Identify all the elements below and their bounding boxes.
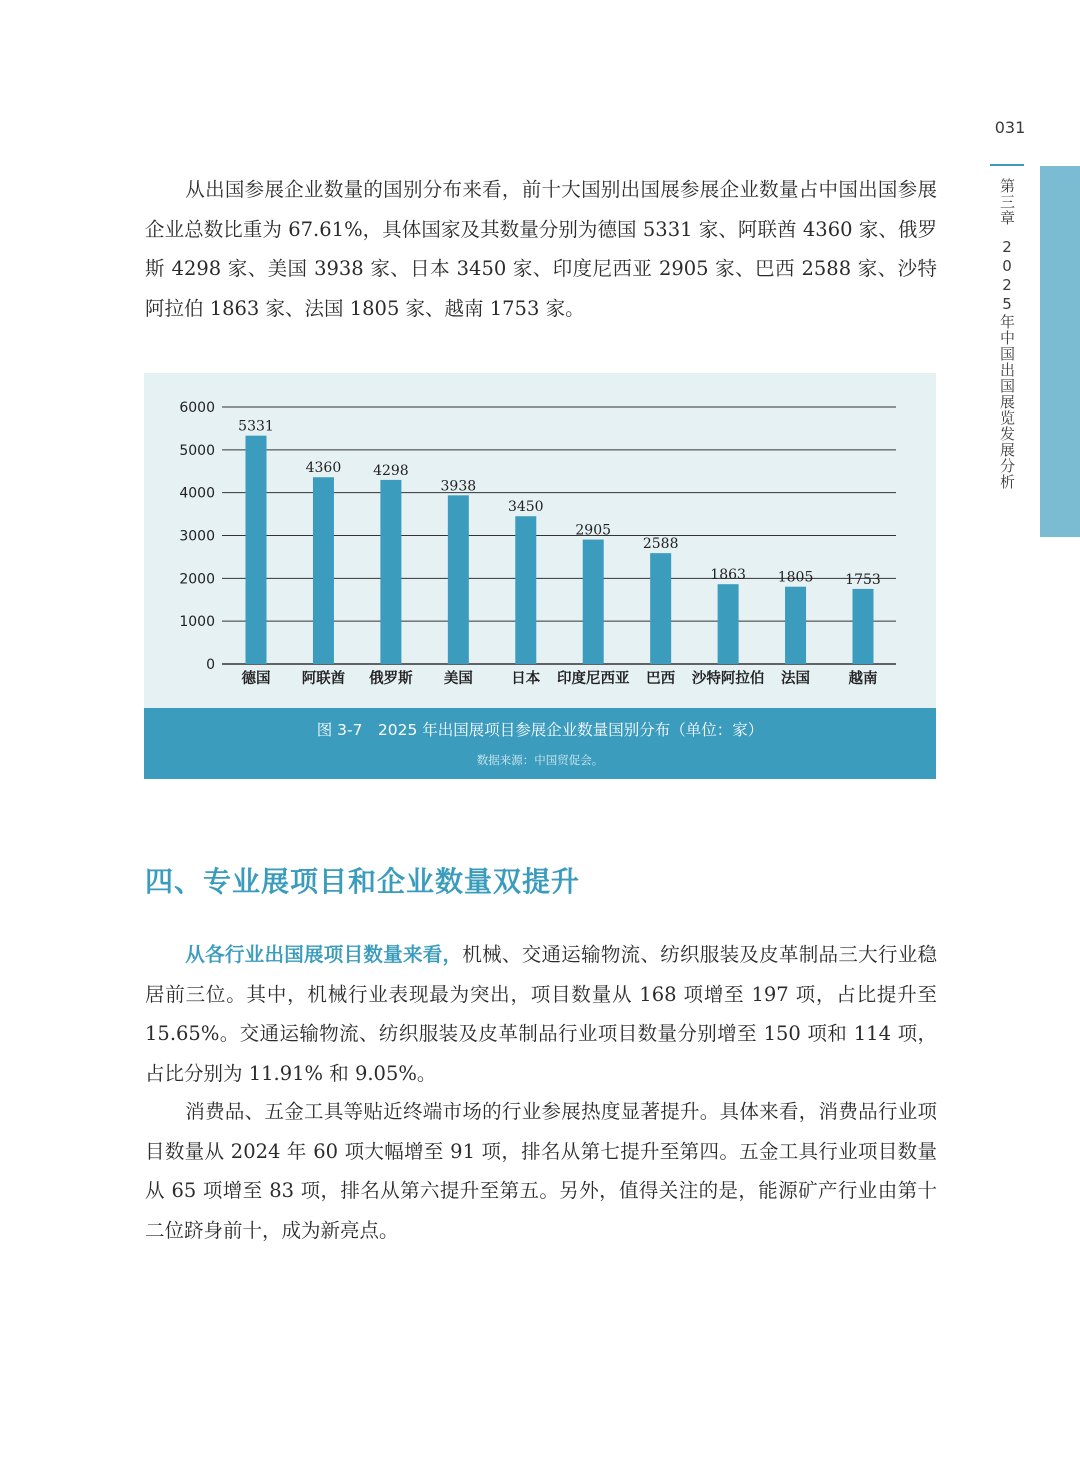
x-tick-label: 俄罗斯 xyxy=(369,670,413,687)
y-tick-label: 2000 xyxy=(179,571,215,588)
data-label: 2588 xyxy=(642,536,679,553)
bar xyxy=(448,495,469,664)
section-heading: 四、专业展项目和企业数量双提升 xyxy=(145,865,581,898)
bar xyxy=(380,480,401,664)
x-tick-label: 德国 xyxy=(241,670,271,687)
figure-caption-band xyxy=(144,708,936,779)
bar xyxy=(785,587,806,664)
data-label: 3938 xyxy=(440,478,477,495)
figure-3-7 xyxy=(144,373,936,779)
bar xyxy=(313,477,334,664)
data-label: 3450 xyxy=(507,499,544,516)
page-number: 031 xyxy=(994,118,1026,137)
bar xyxy=(246,436,267,664)
y-tick-label: 1000 xyxy=(179,614,215,631)
side-color-band xyxy=(1040,166,1080,537)
bar xyxy=(650,553,671,664)
bar xyxy=(718,584,739,664)
chapter-running-head xyxy=(994,178,1020,490)
section-paragraph-2 xyxy=(145,1092,937,1250)
paragraph-lead: 从各行业出国展项目数量来看， xyxy=(185,943,463,966)
figure-source: 数据来源：中国贸促会。 xyxy=(476,753,604,767)
y-tick-label: 5000 xyxy=(179,442,215,459)
data-label: 1863 xyxy=(710,567,746,584)
intro-text: 从出国参展企业数量的国别分布来看，前十大国别出国展参展企业数量占中国出国参展企业总数比重为 67.61%，具体国家及其数量分别为德国 5331 家、阿联酋 4360 家、俄罗斯 4298 家、美国 3938 家、日本 3450 家、印度尼西亚 2905 家、巴西 2588 家、沙特阿拉伯 1863 家、法国 1805 家、越南 1753 家。 xyxy=(145,178,937,320)
bar-chart xyxy=(144,373,936,708)
paragraph-1-body: 机械、交通运输物流、纺织服装及皮革制品三大行业稳居前三位。其中，机械行业表现最为突出，项目数量从 168 项增至 197 项，占比提升至 15.65%。交通运输物流、纺织服装及皮革制品行业项目数量分别增至 150 项和 114 项，占比分别为 11.91% 和 9.05%。 xyxy=(145,943,937,1085)
bar xyxy=(515,516,536,664)
x-tick-label: 巴西 xyxy=(646,670,676,687)
bar xyxy=(853,589,874,664)
y-tick-label: 0 xyxy=(206,657,215,673)
x-tick-label: 印度尼西亚 xyxy=(556,670,630,687)
data-label: 4298 xyxy=(373,462,409,479)
x-tick-label: 日本 xyxy=(511,670,541,687)
y-tick-label: 6000 xyxy=(179,400,215,416)
bar xyxy=(583,540,604,664)
figure-caption: 图 3-7 2025 年出国展项目参展企业数量国别分布（单位：家） xyxy=(316,721,764,739)
chapter-title: 2025年中国出国展览发展分析 xyxy=(998,238,1016,490)
data-label: 5331 xyxy=(238,418,274,435)
x-tick-label: 美国 xyxy=(443,670,473,687)
y-tick-label: 4000 xyxy=(179,485,215,502)
x-tick-label: 法国 xyxy=(781,670,811,687)
y-tick-label: 3000 xyxy=(179,528,215,545)
side-rule xyxy=(990,164,1024,166)
paragraph-2-text: 消费品、五金工具等贴近终端市场的行业参展热度显著提升。具体来看，消费品行业项目数量从 2024 年 60 项大幅增至 91 项，排名从第七提升至第四。五金工具行业项目数量从 65 项增至 83 项，排名从第六提升至第五。另外，值得关注的是，能源矿产行业由第十二位跻身前十，成为新亮点。 xyxy=(145,1100,937,1242)
data-label: 2905 xyxy=(575,522,612,539)
data-label: 1805 xyxy=(777,569,814,586)
x-tick-label: 沙特阿拉伯 xyxy=(691,670,765,687)
section-paragraph-1 xyxy=(145,935,937,1093)
data-label: 1753 xyxy=(845,571,881,588)
x-tick-label: 越南 xyxy=(848,670,878,687)
intro-paragraph xyxy=(145,170,937,328)
x-tick-label: 阿联酋 xyxy=(301,670,346,687)
chapter-label: 第三章 xyxy=(998,178,1016,226)
data-label: 4360 xyxy=(305,460,342,477)
